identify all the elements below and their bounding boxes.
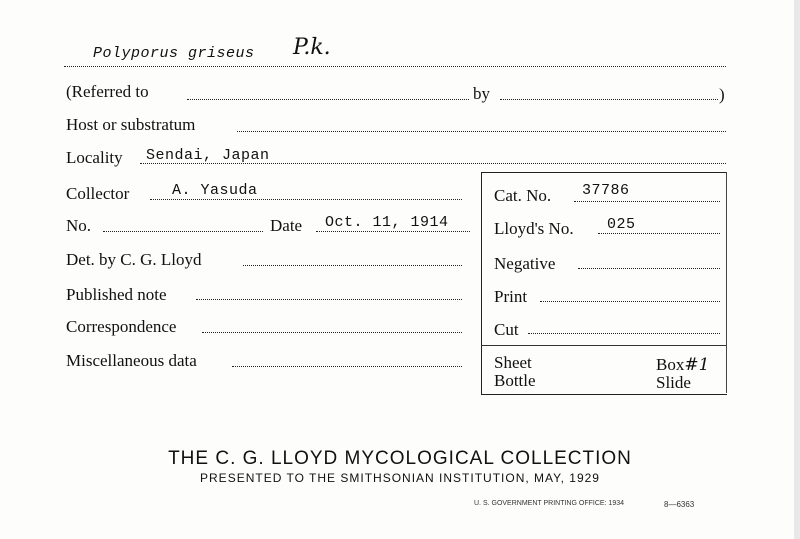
lloyd-no-label: Lloyd's No. [494, 219, 574, 238]
referred-to-label: (Referred to [66, 82, 149, 101]
no-line [103, 231, 263, 232]
print-label: Print [494, 287, 528, 306]
sheet-label: Sheet [494, 353, 532, 372]
form-number: 8—6363 [664, 500, 695, 509]
no-label: No. [66, 216, 92, 235]
species-name: Polyporus griseus [93, 45, 255, 62]
host-line [237, 131, 726, 132]
author-mark: P.k. [293, 35, 331, 60]
published-line [196, 299, 462, 300]
correspondence-line [202, 332, 462, 333]
catalog-box-divider [481, 345, 726, 346]
cat-no-label: Cat. No. [494, 186, 552, 205]
collector-label: Collector [66, 184, 130, 203]
collector-value: A. Yasuda [172, 182, 258, 199]
bottle-label: Bottle [494, 371, 536, 390]
date-value: Oct. 11, 1914 [325, 214, 449, 231]
cat-no-value: 37786 [582, 182, 630, 199]
published-label: Published note [66, 285, 167, 304]
collection-subtitle: PRESENTED TO THE SMITHSONIAN INSTITUTION, MAY, 1929 [200, 471, 600, 485]
host-label: Host or substratum [66, 115, 196, 134]
collection-title: THE C. G. LLOYD MYCOLOGICAL COLLECTION [168, 448, 632, 469]
det-label: Det. by C. G. Lloyd [66, 250, 202, 269]
referred-to-line [187, 99, 469, 100]
by-label: by [473, 84, 490, 103]
print-line [540, 301, 720, 302]
misc-label: Miscellaneous data [66, 351, 197, 370]
negative-line [578, 268, 720, 269]
close-paren: ) [719, 85, 725, 104]
slide-label: Slide [656, 373, 691, 392]
box-value: #1 [684, 355, 710, 375]
cut-label: Cut [494, 320, 519, 339]
catalog-box-right-edge [726, 172, 727, 393]
correspondence-label: Correspondence [66, 317, 177, 336]
box-label-text: Box [656, 355, 685, 374]
cat-no-line [574, 201, 720, 202]
date-label: Date [270, 216, 303, 235]
cut-line [528, 333, 720, 334]
locality-label: Locality [66, 148, 123, 167]
printing-office-note: U. S. GOVERNMENT PRINTING OFFICE: 1934 [474, 500, 625, 507]
negative-label: Negative [494, 254, 556, 273]
box-label [656, 356, 709, 374]
by-line [500, 99, 718, 100]
locality-value: Sendai, Japan [146, 147, 270, 164]
name-line [64, 66, 726, 67]
lloyd-no-value: 025 [607, 216, 636, 233]
card-edge [794, 0, 800, 539]
misc-line [232, 366, 462, 367]
det-line [243, 265, 462, 266]
